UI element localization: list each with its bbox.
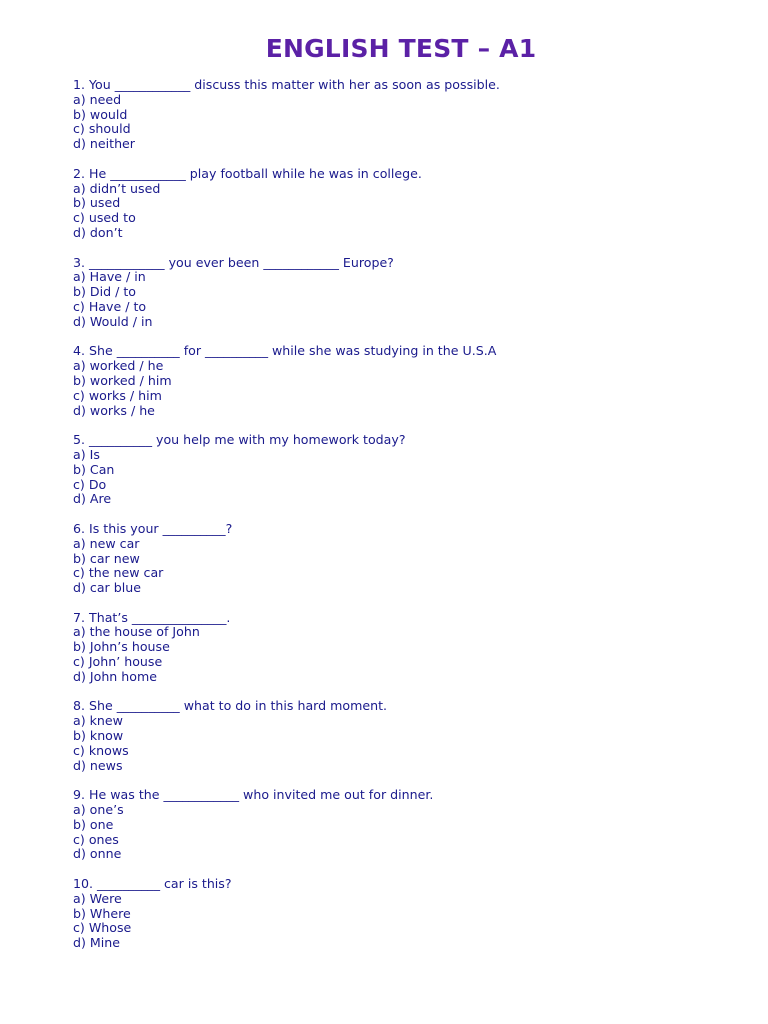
option-b: b) would bbox=[73, 106, 128, 122]
option-c: c) used to bbox=[73, 210, 136, 226]
option-b: b) John’s house bbox=[73, 639, 170, 655]
option-c: c) works / him bbox=[73, 387, 162, 403]
question-text: 2. He ____________ play football while he was in college. bbox=[73, 165, 422, 181]
option-a: a) worked / he bbox=[73, 358, 164, 374]
option-b: b) worked / him bbox=[73, 372, 172, 388]
option-c: c) Do bbox=[73, 476, 107, 492]
question-text: 9. He was the ____________ who invited me out for dinner. bbox=[73, 787, 434, 803]
question-6 bbox=[73, 522, 753, 596]
option-c: c) knows bbox=[73, 742, 129, 758]
option-d: d) Are bbox=[73, 491, 112, 507]
option-d: d) onne bbox=[73, 846, 122, 862]
option-a: a) new car bbox=[73, 535, 140, 551]
question-5 bbox=[73, 433, 753, 507]
question-list bbox=[73, 78, 753, 966]
question-2 bbox=[73, 167, 753, 241]
question-text: 4. She __________ for __________ while she was studying in the U.S.A bbox=[73, 343, 497, 359]
option-b: b) car new bbox=[73, 550, 140, 566]
question-9 bbox=[73, 788, 753, 862]
question-3 bbox=[73, 256, 753, 330]
question-7 bbox=[73, 611, 753, 685]
option-b: b) Where bbox=[73, 905, 131, 921]
page-title: ENGLISH TEST – A1 bbox=[265, 34, 537, 63]
option-b: b) Did / to bbox=[73, 284, 136, 300]
option-d: d) John home bbox=[73, 668, 157, 684]
option-a: a) one’s bbox=[73, 802, 124, 818]
option-d: d) Would / in bbox=[73, 313, 153, 329]
option-a: a) Have / in bbox=[73, 269, 146, 285]
option-a: a) knew bbox=[73, 713, 123, 729]
question-4 bbox=[73, 344, 753, 418]
question-text: 5. __________ you help me with my homework today? bbox=[73, 432, 406, 448]
question-text: 10. __________ car is this? bbox=[73, 876, 232, 892]
option-d: d) car blue bbox=[73, 580, 141, 596]
question-8 bbox=[73, 699, 753, 773]
option-a: a) didn’t used bbox=[73, 180, 161, 196]
option-a: a) Is bbox=[73, 446, 100, 462]
question-1 bbox=[73, 78, 753, 152]
option-a: a) need bbox=[73, 91, 122, 107]
question-text: 8. She __________ what to do in this hard moment. bbox=[73, 698, 388, 714]
option-d: d) news bbox=[73, 757, 123, 773]
option-c: c) John’ house bbox=[73, 654, 163, 670]
option-c: c) ones bbox=[73, 831, 119, 847]
option-c: c) Have / to bbox=[73, 298, 147, 314]
option-b: b) know bbox=[73, 728, 124, 744]
question-text: 6. Is this your __________? bbox=[73, 520, 233, 536]
option-d: d) works / he bbox=[73, 402, 155, 418]
option-b: b) used bbox=[73, 195, 121, 211]
question-text: 3. ____________ you ever been ____________ Europe? bbox=[73, 254, 394, 270]
question-10 bbox=[73, 877, 753, 951]
option-a: a) Were bbox=[73, 890, 122, 906]
option-d: d) Mine bbox=[73, 935, 121, 951]
option-b: b) one bbox=[73, 816, 114, 832]
option-d: d) neither bbox=[73, 136, 135, 152]
question-text: 1. You ____________ discuss this matter with her as soon as possible. bbox=[73, 77, 500, 92]
option-c: c) should bbox=[73, 121, 131, 137]
option-a: a) the house of John bbox=[73, 624, 200, 640]
question-text: 7. That’s _______________. bbox=[73, 609, 231, 625]
option-d: d) don’t bbox=[73, 224, 123, 240]
option-c: c) Whose bbox=[73, 920, 132, 936]
option-b: b) Can bbox=[73, 461, 115, 477]
option-c: c) the new car bbox=[73, 565, 164, 581]
